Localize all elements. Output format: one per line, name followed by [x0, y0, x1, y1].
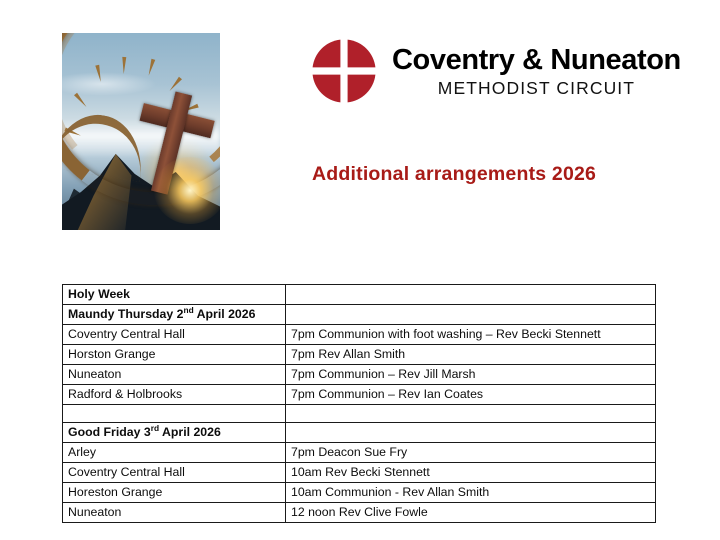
table-cell-location: Nuneaton: [63, 503, 286, 523]
table-cell-location: Coventry Central Hall: [63, 463, 286, 483]
table-row: [63, 385, 656, 405]
table-row: [63, 405, 656, 423]
table-cell-service-details: 7pm Rev Allan Smith: [286, 345, 656, 365]
logo-circuit-subtitle: METHODIST CIRCUIT: [437, 77, 636, 98]
table-cell-location: Horeston Grange: [63, 483, 286, 503]
table-cell-location: Nuneaton: [63, 365, 286, 385]
table-cell-service-details: 7pm Communion – Rev Ian Coates: [286, 385, 656, 405]
table-row: [63, 503, 656, 523]
table-row: [63, 285, 656, 305]
table-row: [63, 325, 656, 345]
thorn-spike: [122, 57, 127, 74]
table-cell-location: Coventry Central Hall: [63, 325, 286, 345]
methodist-cross-roundel-icon: [310, 37, 378, 105]
table-row: [63, 463, 656, 483]
arrangements-table-body: [63, 285, 656, 523]
table-cell-service-details: [286, 305, 656, 325]
table-cell-service-details: 10am Rev Becki Stennett: [286, 463, 656, 483]
circuit-logo: [310, 37, 681, 105]
table-cell-location: Radford & Holbrooks: [63, 385, 286, 405]
table-cell-location: Holy Week: [63, 285, 286, 305]
table-row: [63, 305, 656, 325]
light-glow: [154, 157, 220, 224]
table-cell-service-details: [286, 423, 656, 443]
table-cell-service-details: 10am Communion - Rev Allan Smith: [286, 483, 656, 503]
table-cell-service-details: 7pm Deacon Sue Fry: [286, 443, 656, 463]
table-cell-location: [63, 405, 286, 423]
hero-image-easter-cross: [62, 33, 220, 230]
table-cell-service-details: 7pm Communion – Rev Jill Marsh: [286, 365, 656, 385]
table-cell-location: Good Friday 3rd April 2026: [63, 423, 286, 443]
table-row: [63, 345, 656, 365]
logo-circuit-name: Coventry & Nuneaton: [392, 44, 681, 77]
table-cell-service-details: 7pm Communion with foot washing – Rev Becki Stennett: [286, 325, 656, 345]
table-cell-service-details: [286, 285, 656, 305]
table-cell-location: Maundy Thursday 2nd April 2026: [63, 305, 286, 325]
table-row: [63, 443, 656, 463]
table-row: [63, 423, 656, 443]
table-cell-service-details: [286, 405, 656, 423]
table-row: [63, 483, 656, 503]
table-cell-location: Arley: [63, 443, 286, 463]
table-cell-service-details: 12 noon Rev Clive Fowle: [286, 503, 656, 523]
table-row: [63, 365, 656, 385]
arrangements-table: [62, 284, 656, 523]
table-cell-location: Horston Grange: [63, 345, 286, 365]
page-title: Additional arrangements 2026: [312, 163, 597, 185]
